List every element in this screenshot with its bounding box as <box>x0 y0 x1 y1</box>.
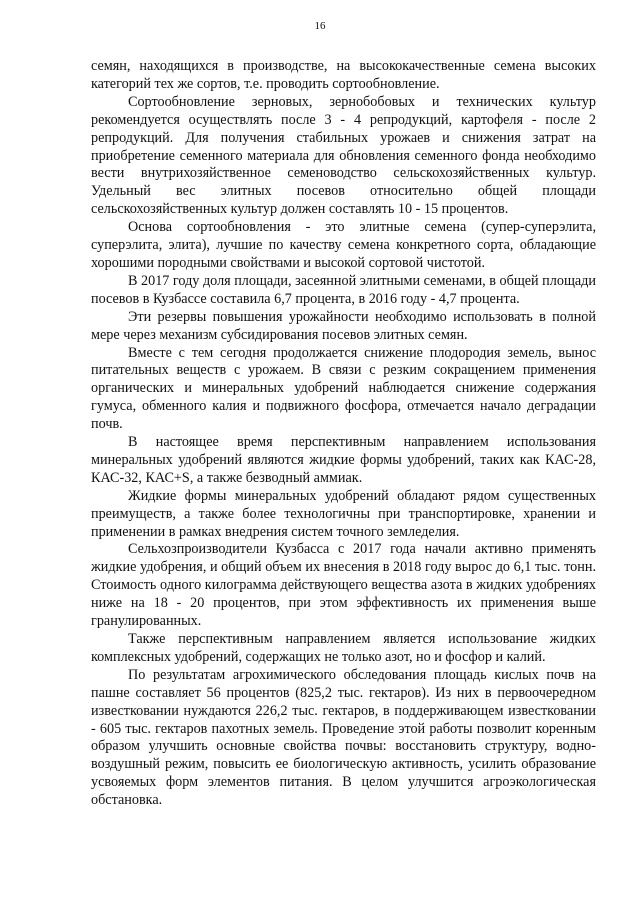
document-body <box>91 58 596 810</box>
paragraph-yield-reserves: Эти резервы повышения урожайности необходимо использовать в полной мере через механизм субсидирования посевов элитных семян. <box>91 308 596 343</box>
paragraph-liquid-fertilizers: В настоящее время перспективным направлением использования минеральных удобрений являются жидкие формы удобрений, таких как КАС-28, КАС-32, КАС+S, а также безводный аммиак. <box>91 434 596 486</box>
paragraph-complex-fertilizers: Также перспективным направлением является использование жидких комплексных удобрений, содержащих не только азот, но и фосфор и калий. <box>91 631 596 665</box>
paragraph-seed-renewal: Сортообновление зерновых, зернобобовых и технических культур рекомендуется осуществлять после 3 - 4 репродукций, картофеля - после 2 репродукций. Для получения стабильных урожаев и снижения затрат на приобретение семенного материала для обновления семенного фонда необходимо вести внутрихозяйственное семеноводство сельскохозяйственных культур. Удельный вес элитных посевов относительно общей площади сельскохозяйственных культур должен составлять 10 - 15 процентов. <box>91 93 596 218</box>
paragraph-elite-seeds: Основа сортообновления - это элитные семена (супер-суперэлита, суперэлита, элита), лучшие по качеству семена конкретного сорта, обладающие хорошими породными свойствами и высокой сортовой чистотой. <box>91 219 596 271</box>
paragraph-soil-fertility: Вместе с тем сегодня продолжается снижение плодородия земель, вынос питательных веществ с урожаем. В связи с резким сокращением применения органических и минеральных удобрений наблюдается снижение содержания гумуса, обменного калия и подвижного фосфора, отмечается начало деградации почв. <box>91 344 596 433</box>
paragraph-liquid-advantages: Жидкие формы минеральных удобрений обладают рядом существенных преимуществ, а также более технологичны при транспортировке, хранении и применении в рамках внедрения систем точного земледелия. <box>91 487 596 540</box>
paragraph-kuzbass-producers: Сельхозпроизводители Кузбасса с 2017 года начали активно применять жидкие удобрения, и общий объем их внесения в 2018 году вырос до 6,1 тыс. тонн. Стоимость одного килограмма действующего вещества азота в жидких удобрениях ниже на 18 - 20 процентов, при этом эффективность их применения выше гранулированных. <box>91 541 596 630</box>
paragraph-acid-soils: По результатам агрохимического обследования площадь кислых почв на пашне составляет 56 процентов (825,2 тыс. гектаров). Из них в первоочередном известковании нуждаются 226,2 тыс. гектаров, в поддерживающем известковании - 605 тыс. гектаров пахотных земель. Проведение этой работы позволит коренным образом улучшить основные свойства почвы: восстановить структуру, водно-воздушный режим, повысить ее биологическую активность, усилить образование усвояемых форм элементов питания. В целом улучшится агроэкологическая обстановка. <box>91 666 596 809</box>
paragraph-elite-share: В 2017 году доля площади, засеянной элитными семенами, в общей площади посевов в Кузбассе составила 6,7 процента, в 2016 году - 4,7 процента. <box>91 272 596 307</box>
paragraph-continuation: семян, находящихся в производстве, на высококачественные семена высоких категорий тех же сортов, т.е. проводить сортообновление. <box>91 58 596 92</box>
page-number: 16 <box>314 20 326 32</box>
